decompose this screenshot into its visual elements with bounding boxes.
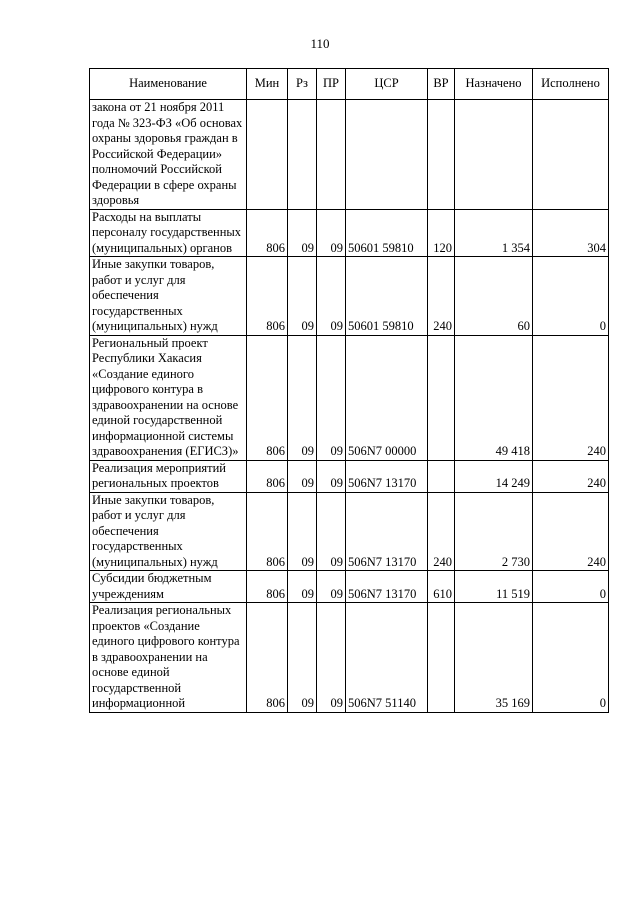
table-row (90, 209, 609, 257)
budget-table (89, 68, 609, 713)
table-row (90, 603, 609, 713)
header-name: Наименование (90, 69, 247, 100)
cell-rz: 09 (288, 603, 317, 713)
cell-name: Реализация региональных проектов «Создание единого цифрового контура в здравоохранении на основе единой государственной информационной (90, 603, 247, 713)
cell-min: 806 (247, 492, 288, 571)
header-pr: ПР (317, 69, 346, 100)
header-executed: Исполнено (533, 69, 609, 100)
table-row (90, 257, 609, 336)
cell-executed: 240 (533, 492, 609, 571)
cell-min: 806 (247, 571, 288, 603)
cell-name: Иные закупки товаров, работ и услуг для обеспечения государственных (муниципальных) нужд (90, 492, 247, 571)
cell-vr (428, 335, 455, 460)
table-row (90, 571, 609, 603)
cell-vr (428, 460, 455, 492)
header-min: Мин (247, 69, 288, 100)
table-row (90, 460, 609, 492)
cell-pr (317, 100, 346, 210)
cell-pr: 09 (317, 603, 346, 713)
header-vr: ВР (428, 69, 455, 100)
cell-min: 806 (247, 603, 288, 713)
cell-name: Региональный проект Республики Хакасия «Создание единого цифрового контура в здравоохранении на основе единой государственной информационной системы здравоохранения (ЕГИСЗ)» (90, 335, 247, 460)
cell-vr: 120 (428, 209, 455, 257)
cell-pr: 09 (317, 209, 346, 257)
cell-name: Иные закупки товаров, работ и услуг для обеспечения государственных (муниципальных) нужд (90, 257, 247, 336)
header-rz: Рз (288, 69, 317, 100)
cell-csr: 506N7 13170 (346, 571, 428, 603)
cell-name: Субсидии бюджетным учреждениям (90, 571, 247, 603)
page-number: 110 (310, 36, 330, 51)
cell-csr: 506N7 51140 (346, 603, 428, 713)
cell-vr (428, 603, 455, 713)
cell-rz: 09 (288, 335, 317, 460)
cell-executed: 240 (533, 460, 609, 492)
cell-executed: 0 (533, 571, 609, 603)
cell-rz (288, 100, 317, 210)
cell-csr: 506N7 00000 (346, 335, 428, 460)
cell-min: 806 (247, 257, 288, 336)
cell-rz: 09 (288, 209, 317, 257)
cell-vr: 240 (428, 492, 455, 571)
cell-vr: 610 (428, 571, 455, 603)
cell-executed: 240 (533, 335, 609, 460)
table-row (90, 335, 609, 460)
cell-assigned: 60 (455, 257, 533, 336)
cell-vr (428, 100, 455, 210)
cell-min: 806 (247, 335, 288, 460)
cell-min: 806 (247, 209, 288, 257)
cell-executed: 0 (533, 603, 609, 713)
cell-assigned: 2 730 (455, 492, 533, 571)
cell-min: 806 (247, 460, 288, 492)
cell-name: Реализация мероприятий региональных проектов (90, 460, 247, 492)
cell-assigned: 14 249 (455, 460, 533, 492)
table-header-row (90, 69, 609, 100)
cell-csr: 50601 59810 (346, 209, 428, 257)
cell-assigned (455, 100, 533, 210)
cell-vr: 240 (428, 257, 455, 336)
table-row (90, 492, 609, 571)
table-row (90, 100, 609, 210)
cell-rz: 09 (288, 460, 317, 492)
cell-csr: 506N7 13170 (346, 460, 428, 492)
cell-pr: 09 (317, 460, 346, 492)
cell-csr (346, 100, 428, 210)
cell-pr: 09 (317, 571, 346, 603)
header-assigned: Назначено (455, 69, 533, 100)
cell-name: закона от 21 ноября 2011 года № 323-ФЗ «Об основах охраны здоровья граждан в Российской Федерации» полномочий Российской Федерации в сфере охраны здоровья (90, 100, 247, 210)
cell-pr: 09 (317, 335, 346, 460)
cell-pr: 09 (317, 492, 346, 571)
cell-assigned: 1 354 (455, 209, 533, 257)
cell-rz: 09 (288, 571, 317, 603)
cell-assigned: 35 169 (455, 603, 533, 713)
cell-rz: 09 (288, 492, 317, 571)
cell-assigned: 11 519 (455, 571, 533, 603)
cell-executed: 0 (533, 257, 609, 336)
cell-csr: 506N7 13170 (346, 492, 428, 571)
cell-executed (533, 100, 609, 210)
cell-rz: 09 (288, 257, 317, 336)
cell-name: Расходы на выплаты персоналу государственных (муниципальных) органов (90, 209, 247, 257)
cell-assigned: 49 418 (455, 335, 533, 460)
cell-executed: 304 (533, 209, 609, 257)
cell-pr: 09 (317, 257, 346, 336)
cell-min (247, 100, 288, 210)
cell-csr: 50601 59810 (346, 257, 428, 336)
header-csr: ЦСР (346, 69, 428, 100)
